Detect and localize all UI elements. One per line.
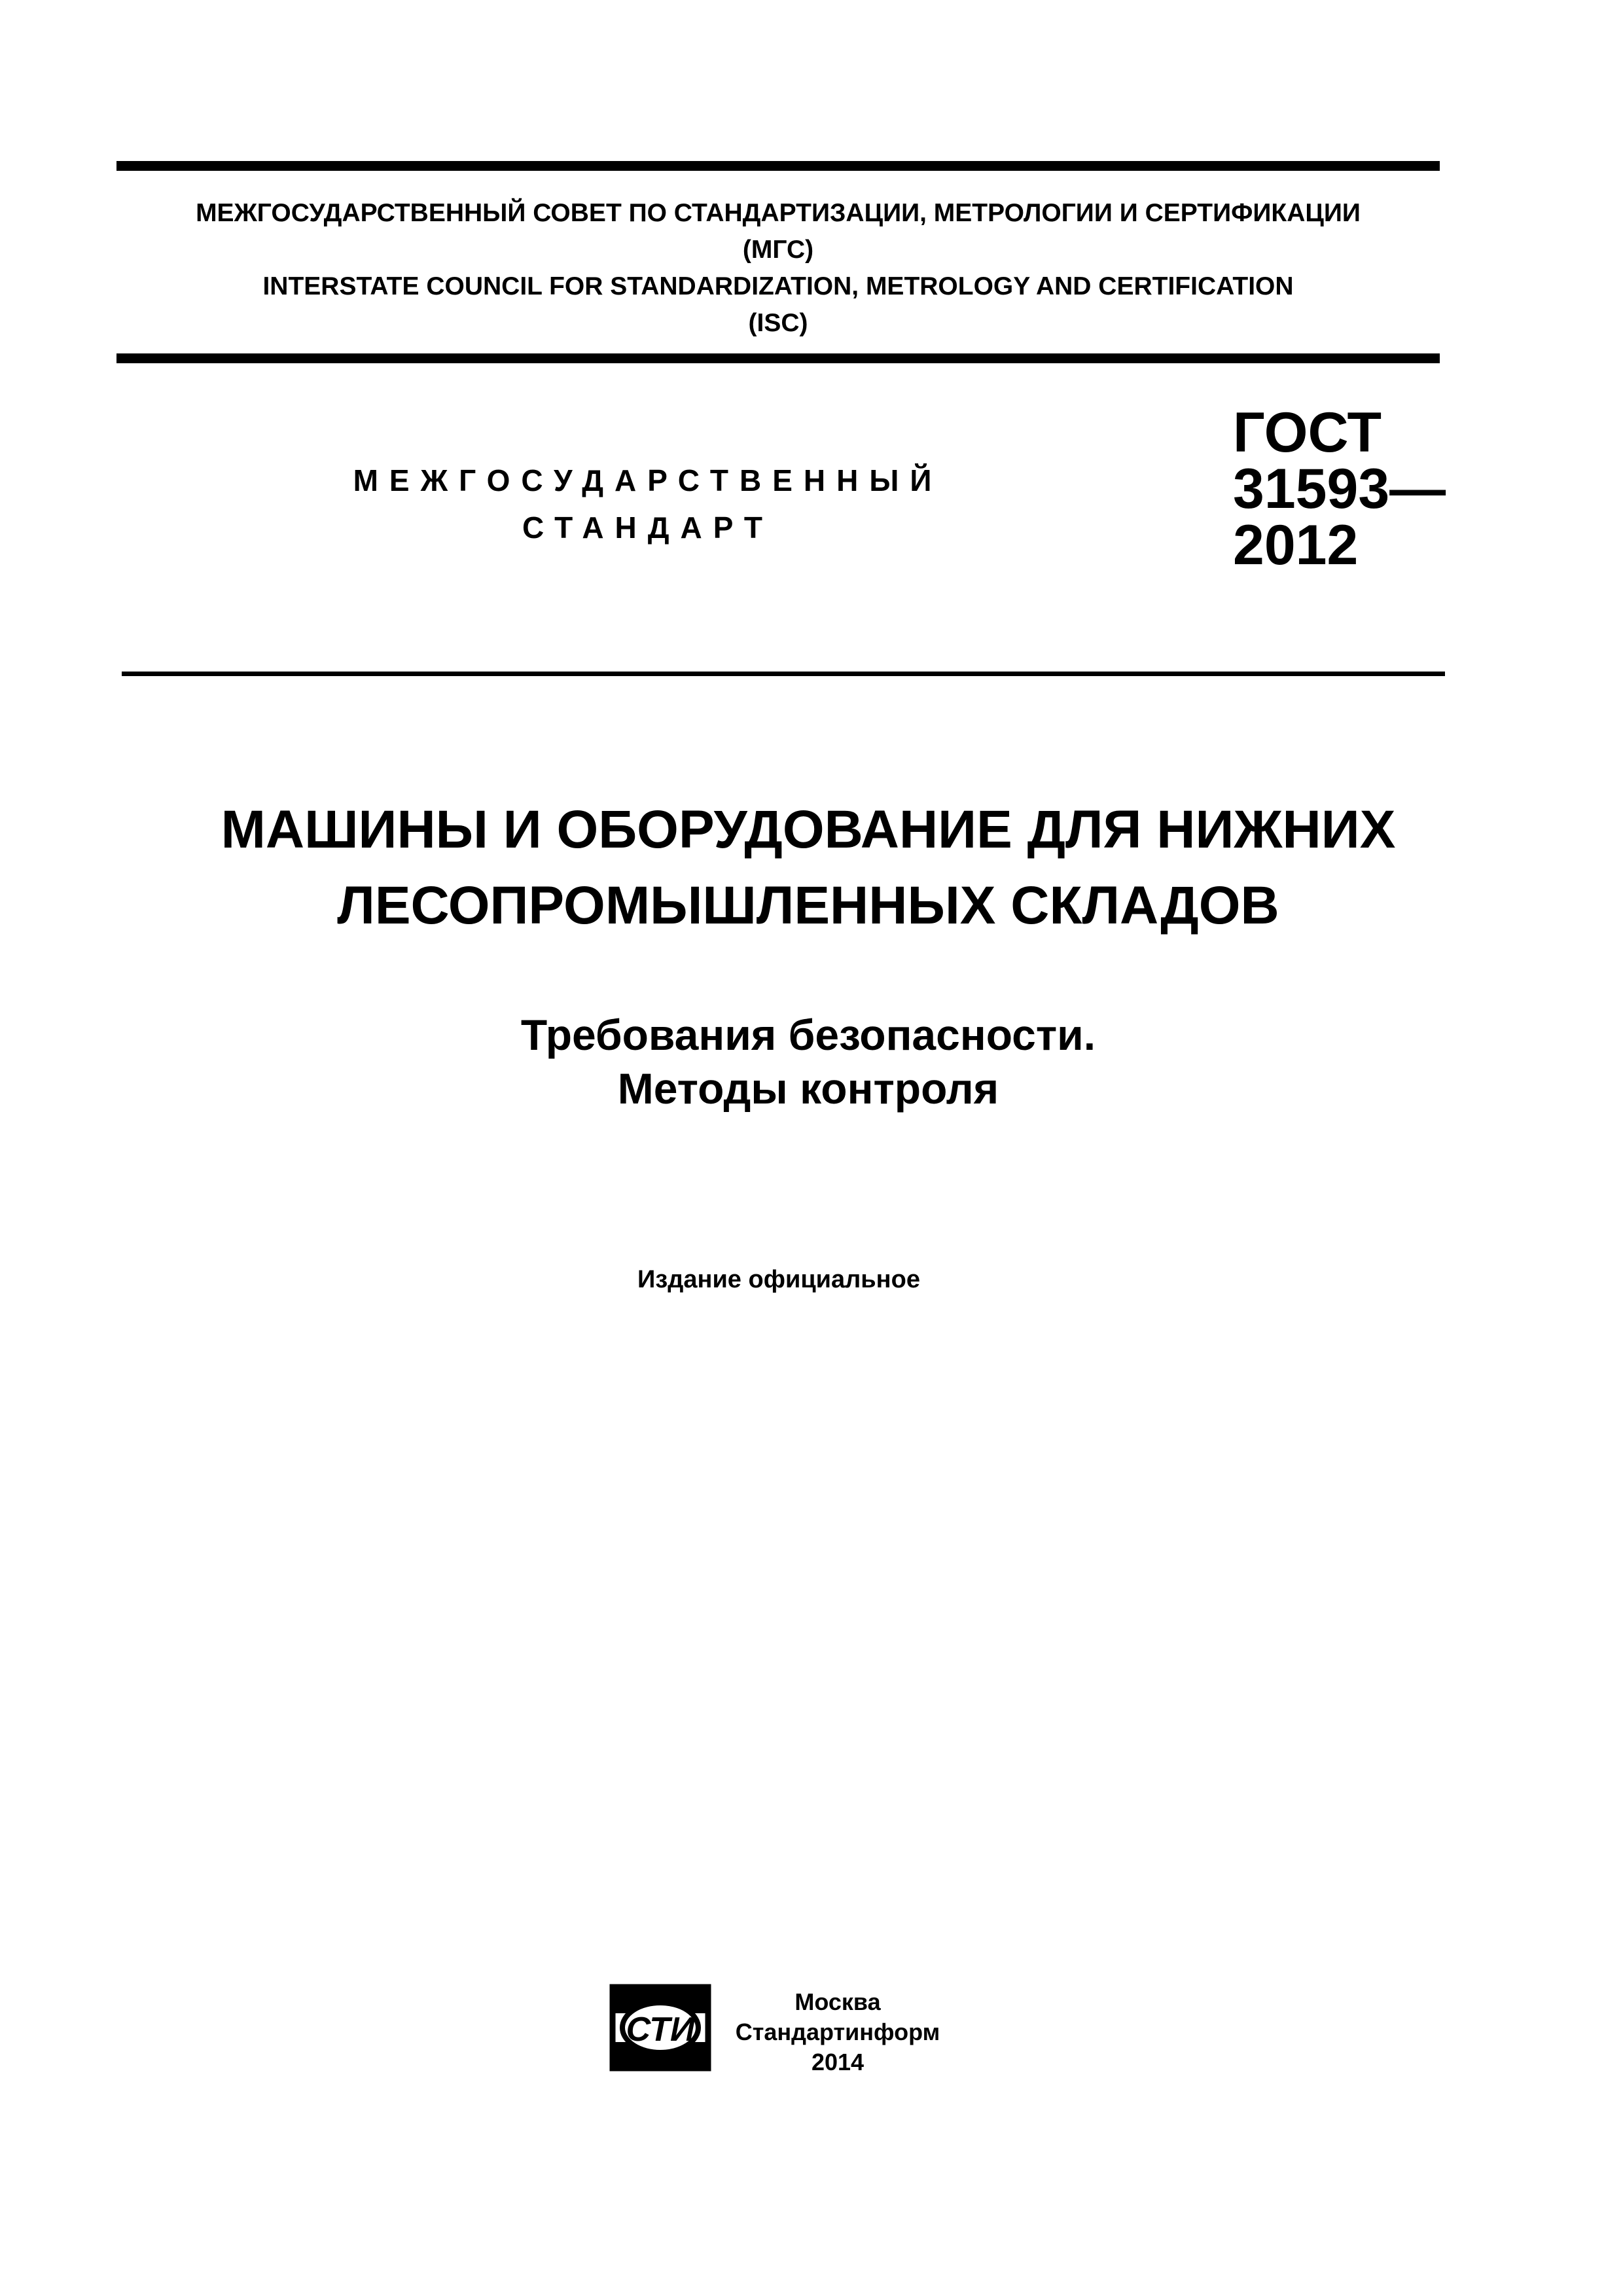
publisher-name: Стандартинформ xyxy=(735,2018,940,2045)
designation-number: 31593— xyxy=(1233,457,1446,520)
title-line1: МАШИНЫ И ОБОРУДОВАНИЕ ДЛЯ НИЖНИХ xyxy=(221,800,1396,859)
logo-lettering: СТИ xyxy=(626,2011,695,2049)
subtitle-line2: Методы контроля xyxy=(617,1064,999,1113)
council-name-ru: МЕЖГОСУДАРСТВЕННЫЙ СОВЕТ ПО СТАНДАРТИЗАЦИИ, МЕТРОЛОГИИ И СЕРТИФИКАЦИИ xyxy=(196,199,1361,227)
designation-year: 2012 xyxy=(1233,514,1359,577)
document-subtitle xyxy=(105,1008,1512,1115)
edition-label: Издание официальное xyxy=(637,1266,920,1293)
middle-rule xyxy=(116,353,1440,363)
standard-kind xyxy=(288,457,1008,551)
standartinform-logo-icon xyxy=(609,1983,712,2072)
title-line2: ЛЕСОПРОМЫШЛЕННЫХ СКЛАДОВ xyxy=(337,876,1279,935)
council-header xyxy=(116,195,1440,342)
subtitle-line1: Требования безопасности. xyxy=(520,1011,1096,1059)
council-abbr-ru: (МГС) xyxy=(742,236,814,264)
council-name-en: INTERSTATE COUNCIL FOR STANDARDIZATION, METROLOGY AND CERTIFICATION xyxy=(262,272,1294,300)
designation-prefix: ГОСТ xyxy=(1233,401,1382,464)
lower-rule xyxy=(122,672,1445,676)
standard-kind-line1: МЕЖГОСУДАРСТВЕННЫЙ xyxy=(353,463,943,497)
publisher-city: Москва xyxy=(794,1988,881,2015)
standard-designation xyxy=(1233,401,1446,577)
publisher-year: 2014 xyxy=(811,2049,865,2075)
document-title xyxy=(105,792,1512,944)
standard-kind-line2: СТАНДАРТ xyxy=(522,511,774,545)
council-abbr-en: (ISC) xyxy=(748,309,808,337)
top-rule xyxy=(116,161,1440,171)
publisher-block xyxy=(707,1987,969,2077)
